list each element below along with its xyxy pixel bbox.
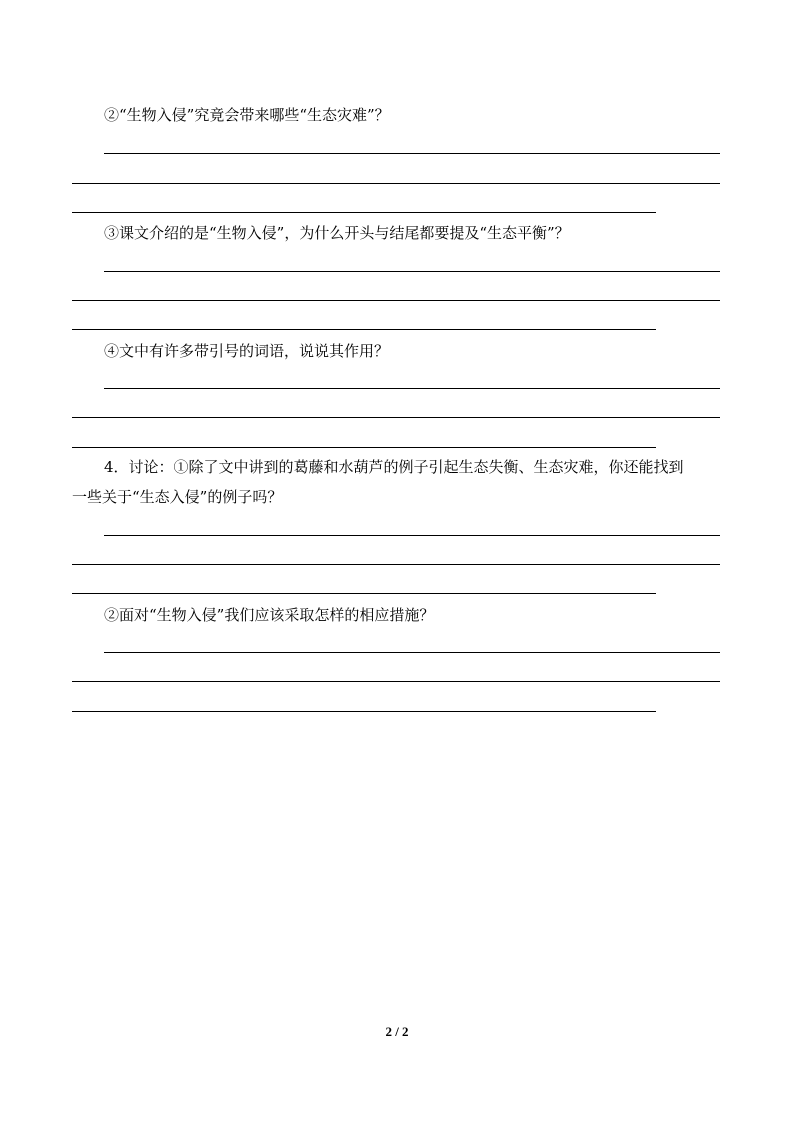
answer-line [104,388,720,389]
question-2: ②“生物入侵”究竟会带来哪些“生态灾难”？ [104,106,390,124]
answer-line [72,593,656,594]
answer-line [72,329,656,330]
answer-line [72,681,720,682]
answer-line [104,535,720,536]
answer-line [72,212,656,213]
question-4: ④文中有许多带引号的词语，说说其作用？ [104,342,390,360]
answer-line [72,300,720,301]
answer-line [72,447,656,448]
question-3: ③课文介绍的是“生物入侵”，为什么开头与结尾都要提及“生态平衡”？ [104,224,570,242]
page-number: 2 / 2 [385,1024,409,1039]
answer-line [104,153,720,154]
answer-line [72,711,656,712]
answer-line [72,183,720,184]
discussion-1-line2: 一些关于“生态入侵”的例子吗？ [72,488,283,506]
answer-line [104,271,720,272]
discussion-2: ②面对“生物入侵”我们应该采取怎样的相应措施？ [104,606,435,624]
answer-line [72,564,720,565]
answer-line [104,652,720,653]
discussion-1-line1: 4．讨论：①除了文中讲到的葛藤和水葫芦的例子引起生态失衡、生态灾难，你还能找到 [104,458,684,476]
answer-line [72,417,720,418]
